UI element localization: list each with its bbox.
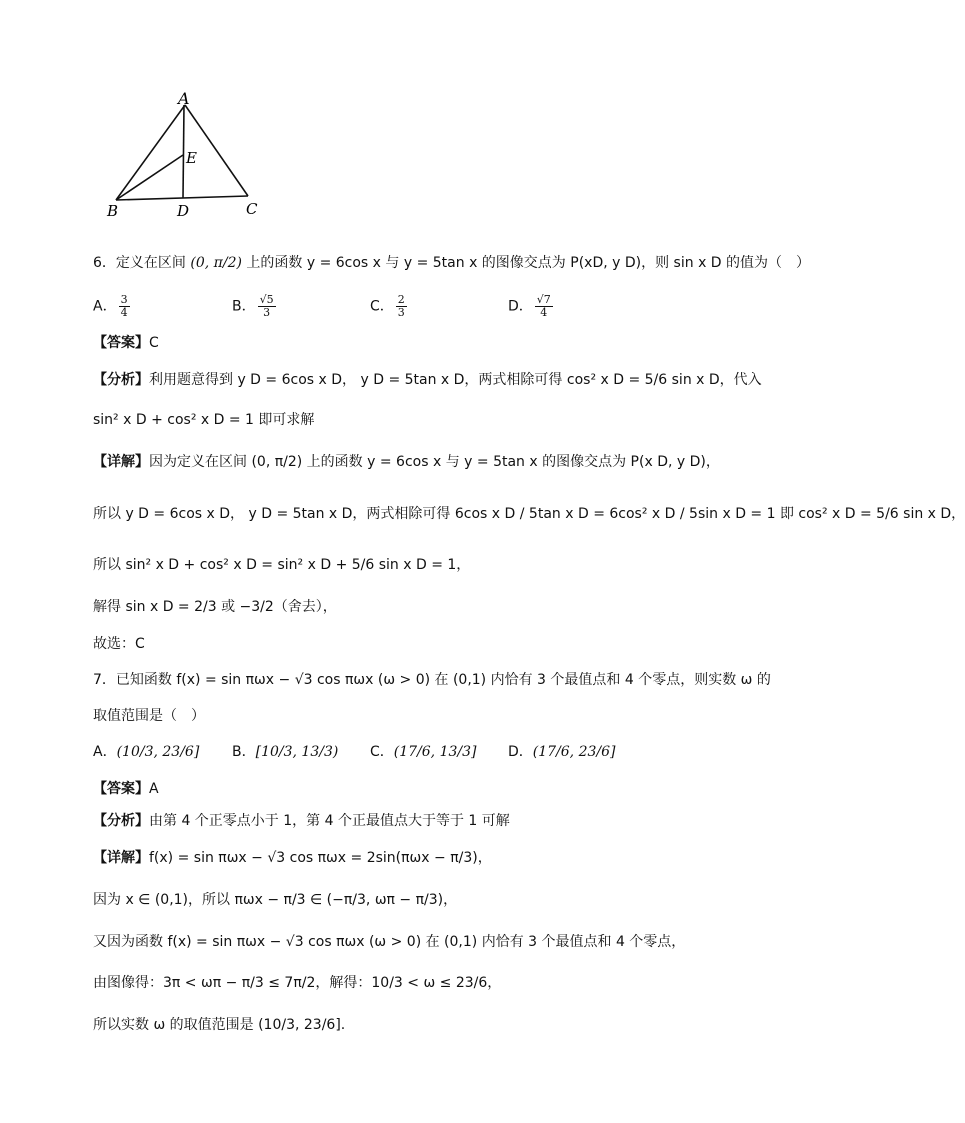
answer-value: A (149, 781, 159, 797)
option-fraction (396, 294, 407, 319)
option-letter: A． (93, 744, 117, 760)
q7-analysis (93, 811, 510, 831)
q6-detail-1 (93, 452, 720, 472)
q7-stem-text: 取值范围是（ ） (93, 708, 205, 724)
detail-text: 所以 sin² x D + cos² x D = sin² x D + 5/6 sin x D = 1， (93, 557, 471, 573)
q7-detail-2 (93, 890, 457, 910)
analysis-text: 利用题意得到 y D = 6cos x D， y D = 5tan x D，两式相除可得 cos² x D = 5/6 sin x D，代入 (149, 372, 762, 388)
answer-tag: 【答案】 (93, 781, 149, 797)
answer-tag: 【答案】 (93, 335, 149, 351)
detail-tag: 【详解】 (93, 850, 149, 866)
q6-analysis-1 (93, 370, 762, 390)
detail-text: 由图像得：3π < ωπ − π/3 ≤ 7π/2，解得：10/3 < ω ≤ 23/6， (93, 975, 502, 991)
q7-stem-text: 7．已知函数 f(x) = sin πωx − √3 cos πωx (ω > 0) 在 (0,1) 内恰有 3 个最值点和 4 个零点，则实数 ω 的 (93, 672, 771, 688)
q6-detail-3 (93, 555, 470, 575)
q6-option-a (93, 294, 132, 319)
option-letter: B． (232, 744, 256, 760)
option-fraction (119, 294, 130, 319)
q6-stem (93, 253, 810, 273)
q6-option-d (508, 294, 555, 319)
q6-answer (93, 333, 159, 353)
q7-option-c (370, 742, 476, 762)
detail-tag: 【详解】 (93, 454, 149, 470)
q6-option-c (370, 294, 409, 319)
option-letter: B． (232, 298, 256, 315)
option-text: [10/3, 13/3) (255, 744, 339, 760)
q6-interval: (0, π/2) (190, 255, 242, 271)
option-text: (10/3, 23/6] (116, 744, 200, 760)
option-letter: C． (370, 298, 394, 315)
numerator: √7 (536, 293, 551, 306)
detail-text: 所以实数 ω 的取值范围是 (10/3, 23/6]. (93, 1017, 346, 1033)
q7-option-a (93, 742, 199, 762)
q7-option-b (232, 742, 338, 762)
numerator: 3 (120, 293, 128, 306)
q7-answer (93, 779, 159, 799)
answer-value: C (149, 335, 159, 351)
detail-text: 因为 x ∈ (0,1)，所以 πωx − π/3 ∈ (−π/3, ωπ − π/3)， (93, 892, 458, 908)
analysis-tag: 【分析】 (93, 813, 149, 829)
option-letter: D． (508, 744, 533, 760)
label-A: A (178, 89, 190, 108)
option-text: (17/6, 13/3] (393, 744, 477, 760)
option-letter: A． (93, 298, 117, 315)
triangle-figure (0, 0, 794, 230)
q7-detail-1 (93, 848, 492, 868)
analysis-tag: 【分析】 (93, 372, 149, 388)
denominator: 3 (263, 306, 271, 319)
q6-tail: D, y D)，则 sin x D 的值为（ ） (592, 255, 811, 271)
option-fraction (535, 294, 553, 319)
q6-prefix: 6．定义在区间 (93, 255, 186, 271)
detail-text: 解得 sin x D = 2/3 或 −3/2（舍去）， (93, 599, 337, 615)
q6-detail-5 (93, 634, 145, 654)
q6-detail-4 (93, 597, 337, 617)
q7-detail-4 (93, 973, 501, 993)
q7-stem-2 (93, 706, 205, 726)
label-D: D (177, 202, 190, 220)
label-B: B (107, 202, 119, 220)
option-letter: D． (508, 298, 533, 315)
q6-option-b (232, 294, 278, 319)
numerator: √5 (259, 293, 274, 306)
q6-detail-2 (93, 504, 965, 524)
denominator: 4 (540, 306, 548, 319)
q6-mid: 上的函数 y = 6cos x 与 y = 5tan x 的图像交点为 P(x (246, 255, 593, 271)
q7-stem-1 (93, 670, 771, 690)
denominator: 3 (397, 306, 405, 319)
label-C: C (246, 200, 258, 218)
label-E: E (186, 149, 197, 167)
detail-text: 故选：C (93, 636, 145, 652)
denominator: 4 (120, 306, 128, 319)
detail-text: f(x) = sin πωx − √3 cos πωx = 2sin(πωx − π/3)， (149, 850, 492, 866)
option-fraction (258, 294, 276, 319)
q6-analysis-2 (93, 410, 314, 430)
detail-text: 所以 y D = 6cos x D， y D = 5tan x D，两式相除可得 6cos x D / 5tan x D = 6cos² x D / 5sin x D = 1 即 cos² x D = 5/6 sin x D， (93, 506, 965, 522)
detail-text: 因为定义在区间 (0, π/2) 上的函数 y = 6cos x 与 y = 5tan x 的图像交点为 P(x D, y D)， (149, 454, 720, 470)
q7-option-d (508, 742, 615, 762)
analysis-text: sin² x D + cos² x D = 1 即可求解 (93, 412, 315, 428)
q7-detail-5 (93, 1015, 345, 1035)
option-text: (17/6, 23/6] (532, 744, 616, 760)
option-letter: C． (370, 744, 394, 760)
detail-text: 又因为函数 f(x) = sin πωx − √3 cos πωx (ω > 0) 在 (0,1) 内恰有 3 个最值点和 4 个零点， (93, 934, 686, 950)
numerator: 2 (397, 293, 405, 306)
analysis-text: 由第 4 个正零点小于 1，第 4 个正最值点大于等于 1 可解 (149, 813, 510, 829)
q7-detail-3 (93, 932, 685, 952)
